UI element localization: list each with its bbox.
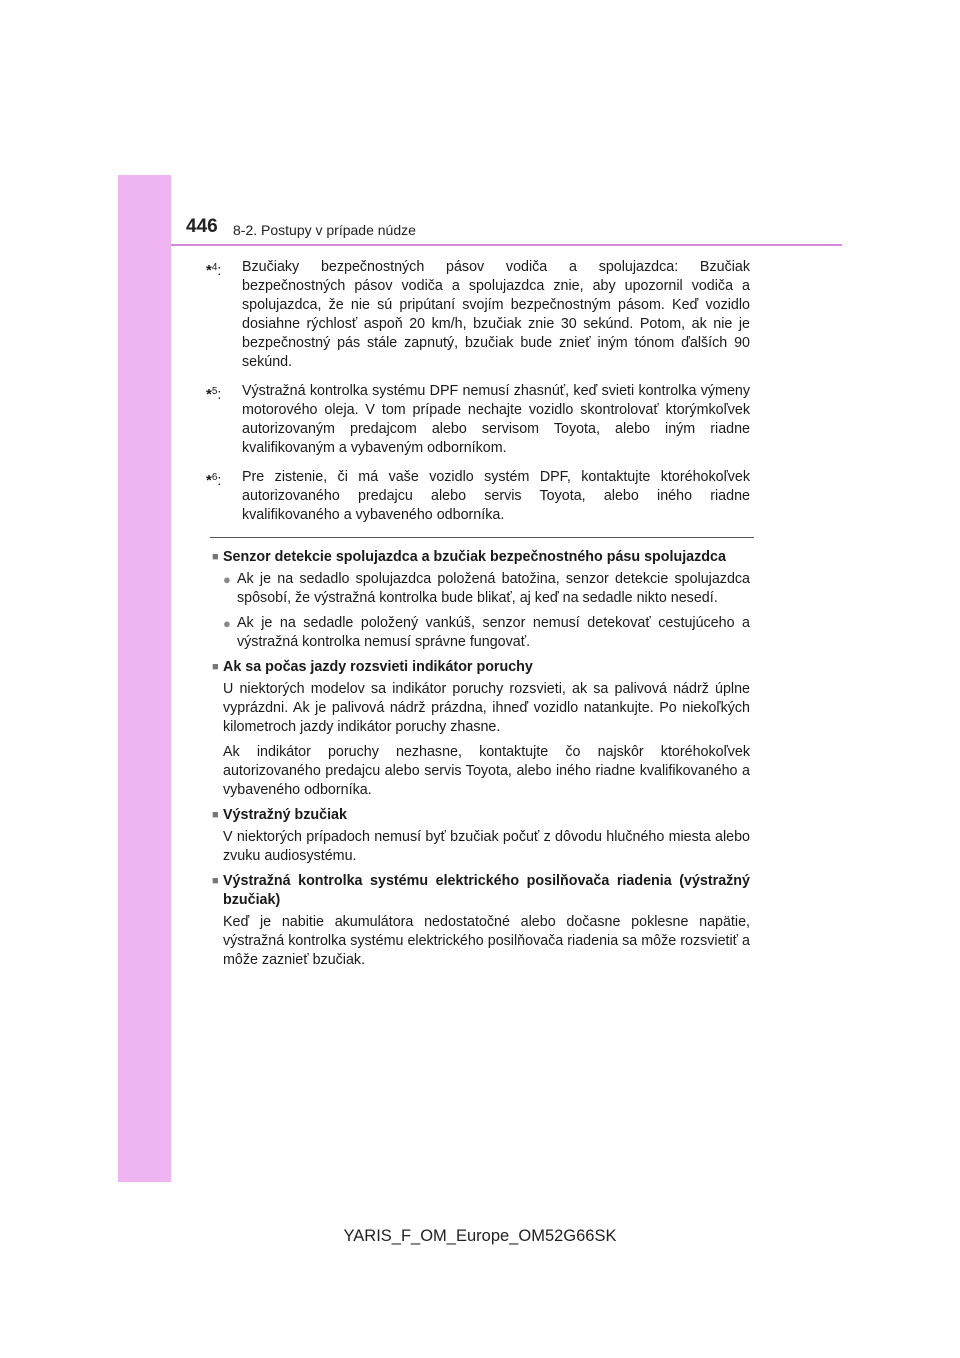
square-bullet-icon: ■ <box>212 875 219 887</box>
footnote-marker: *$^4$: <box>206 262 222 279</box>
subsection-title: Senzor detekcie spolujazdca a bzučiak bezpečnostného pásu spolujazdca <box>223 549 726 565</box>
subsection-title: Výstražný bzučiak <box>223 807 347 823</box>
list-item <box>223 570 750 608</box>
subsection-heading <box>212 548 750 567</box>
subsection-heading <box>212 806 750 825</box>
paragraph: U niektorých modelov sa indikátor poruchy rozsvieti, ak sa palivová nádrž úplne vyprázdni. Ak je palivová nádrž prázdna, ihneď vozidlo natankujte. Po niekoľkých kilometroch jazdy indikátor poruchy zhasne. <box>223 681 750 735</box>
subsection-heading <box>212 872 750 910</box>
paragraph: V niektorých prípadoch nemusí byť bzučiak počuť z dôvodu hlučného miesta alebo zvuku audiosystému. <box>223 829 750 864</box>
section-title: 8-2. Postupy v prípade núdze <box>233 222 416 238</box>
paragraph: Keď je nabitie akumulátora nedostatočné alebo dočasne poklesne napätie, výstražná kontrolka systému elektrického posilňovača riadenia sa môže rozsvietiť a môže zaznieť bzučiak. <box>223 914 750 968</box>
subsection-heading <box>212 658 750 677</box>
page-number: 446 <box>186 216 218 237</box>
section-divider <box>210 537 754 538</box>
paragraph: Ak indikátor poruchy nezhasne, kontaktujte čo najskôr ktoréhokoľvek autorizovaného predajcu alebo servis Toyota, alebo iného riadne kvalifikovaného a vybaveného odborníka. <box>223 744 750 798</box>
footnote-marker: *$^5$: <box>206 386 222 403</box>
document-footer: YARIS_F_OM_Europe_OM52G66SK <box>343 1227 617 1245</box>
subsection-title: Výstražná kontrolka systému elektrického posilňovača riadenia (výstražný bzučiak) <box>223 873 750 908</box>
subsection-title: Ak sa počas jazdy rozsvieti indikátor poruchy <box>223 659 533 675</box>
chapter-sidebar-tab <box>118 175 171 1182</box>
square-bullet-icon: ■ <box>212 551 219 563</box>
square-bullet-icon: ■ <box>212 809 219 821</box>
header-rule <box>171 244 842 246</box>
list-item-text: Ak je na sedadlo spolujazdca položená batožina, senzor detekcie spolujazdca spôsobí, že výstražná kontrolka bude blikať, aj keď na sedadle nikto nesedí. <box>237 571 750 606</box>
list-item <box>223 614 750 652</box>
footnote-marker: *$^6$: <box>206 472 222 489</box>
footnote <box>206 468 750 525</box>
footnote-text: Výstražná kontrolka systému DPF nemusí zhasnúť, keď svieti kontrolka výmeny motorového oleja. V tom prípade nechajte vozidlo skontrolovať ktorýmkoľvek autorizovaným predajcom alebo servisom Toyota, alebo iným riadne kvalifikovaným a vybaveným odborníkom. <box>242 383 750 456</box>
page-content <box>206 258 750 976</box>
round-bullet-icon: ● <box>223 572 231 587</box>
square-bullet-icon: ■ <box>212 661 219 673</box>
round-bullet-icon: ● <box>223 616 231 631</box>
footnote-text: Bzučiaky bezpečnostných pásov vodiča a spolujazdca: Bzučiak bezpečnostných pásov vodiča a spolujazdca znie, aby upozornil vodiča a spolujazdca, že nie sú pripútaní svojím bezpečnostným pásom. Keď vozidlo dosiahne rýchlosť aspoň 20 km/h, bzučiak znie 30 sekúnd. Potom, ak nie je bezpečnostný pás stále zapnutý, bzučiak bude znieť iným tónom ďalších 90 sekúnd. <box>242 259 750 370</box>
footnote <box>206 258 750 372</box>
footnote-text: Pre zistenie, či má vaše vozidlo systém DPF, kontaktujte ktoréhokoľvek autorizovaného predajcu alebo servis Toyota, alebo iného riadne kvalifikovaného a vybaveného odborníka. <box>242 469 750 523</box>
list-item-text: Ak je na sedadle položený vankúš, senzor nemusí detekovať cestujúceho a výstražná kontrolka nemusí správne fungovať. <box>237 615 750 650</box>
footnote <box>206 382 750 458</box>
